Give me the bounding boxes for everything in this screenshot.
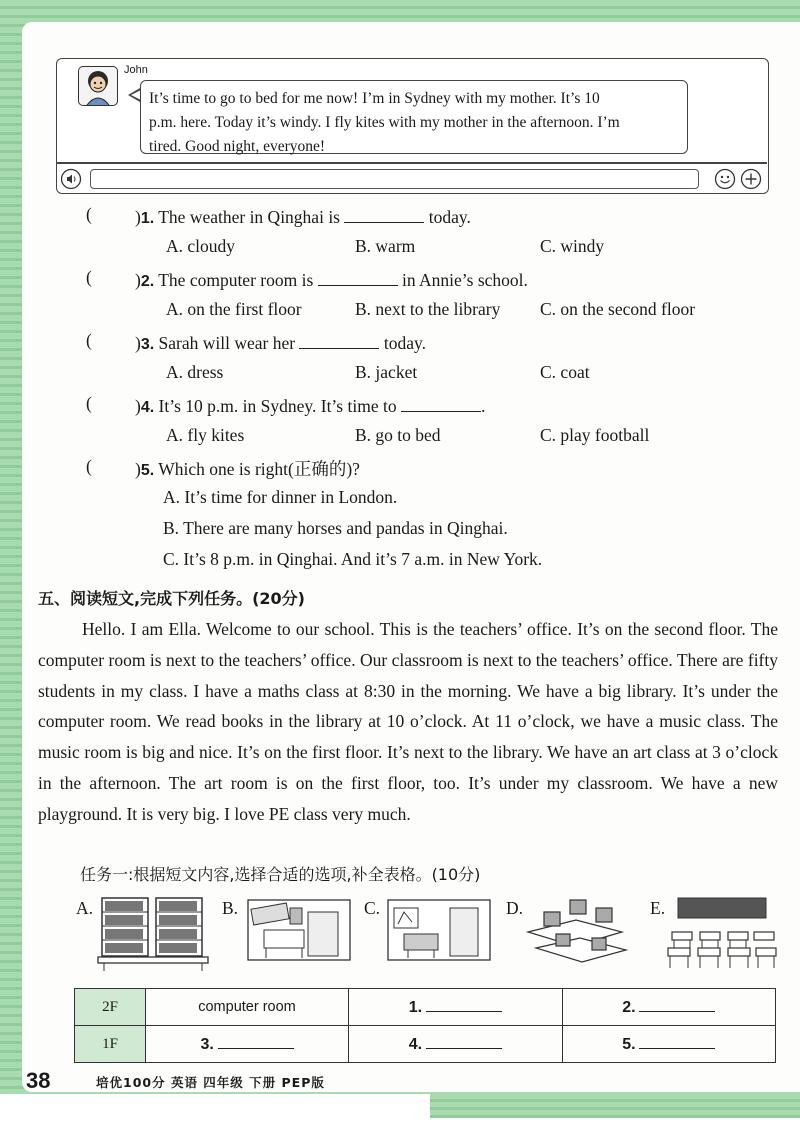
question-text: The computer room is <box>158 270 314 290</box>
answer-cell[interactable] <box>349 989 563 1026</box>
paren-open: ( <box>86 456 92 476</box>
message-line: It’s time to go to bed for me now! I’m in Sydney with my mother. It’s 10 <box>149 90 600 107</box>
option-b: B. There are many horses and pandas in Qinghai. <box>163 518 508 538</box>
avatar <box>78 66 118 106</box>
picture-label-a: A. <box>76 898 94 918</box>
option-c: C. It’s 8 p.m. in Qinghai. And it’s 7 a.m. in New York. <box>163 549 543 569</box>
option-a: A. dress <box>166 362 224 382</box>
question-text-end: today. <box>428 207 471 227</box>
voice-icon[interactable] <box>60 168 82 190</box>
question-1 <box>135 204 471 228</box>
question-text: Sarah will wear her <box>158 333 296 353</box>
question-number: 1. <box>140 210 155 227</box>
reading-passage <box>38 614 778 830</box>
question-3 <box>135 330 426 354</box>
question-2 <box>135 267 528 291</box>
answer-blank[interactable] <box>426 1034 502 1049</box>
page-number: 38 <box>26 1068 51 1093</box>
answer-cell[interactable] <box>562 989 776 1026</box>
answer-cell[interactable] <box>562 1026 776 1063</box>
floor-table <box>74 988 776 1063</box>
answer-paren[interactable] <box>86 393 92 414</box>
paren-open: ( <box>86 267 92 287</box>
library-picture-icon <box>96 895 210 971</box>
chat-divider <box>57 162 767 164</box>
option-a: A. It’s time for dinner in London. <box>163 487 398 507</box>
task-title: 任务一:根据短文内容,选择合适的选项,补全表格。(10分) <box>80 865 481 884</box>
question-4 <box>135 393 485 417</box>
option-c: C. coat <box>540 362 590 382</box>
music-room-picture-icon <box>384 896 494 966</box>
picture-label-d: D. <box>506 898 524 918</box>
option-a: A. cloudy <box>166 236 236 256</box>
question-text: The weather in Qinghai is <box>158 207 340 227</box>
answer-blank[interactable] <box>299 330 379 349</box>
boy-avatar-icon <box>79 67 117 105</box>
message-line: tired. Good night, everyone! <box>149 138 326 155</box>
blank-number: 2. <box>622 999 636 1016</box>
paren-open: ( <box>86 204 92 224</box>
book-title: 培优100分 英语 四年级 下册 PEP版 <box>96 1075 325 1090</box>
option-b: B. next to the library <box>355 299 501 319</box>
floor-cell: 1F <box>75 1026 146 1063</box>
answer-cell[interactable] <box>349 1026 563 1063</box>
answer-paren[interactable] <box>86 204 92 225</box>
table-row <box>75 1026 776 1063</box>
blank-number: 5. <box>622 1036 636 1053</box>
table-row <box>75 989 776 1026</box>
paren-close: ) <box>135 396 141 416</box>
question-number: 3. <box>140 336 155 353</box>
question-text: Which one is right(正确的)? <box>158 459 360 479</box>
paren-close: ) <box>135 207 141 227</box>
option-a: A. on the first floor <box>166 299 302 319</box>
option-c: C. on the second floor <box>540 299 696 319</box>
computer-room-picture-icon <box>526 892 636 968</box>
option-b: B. jacket <box>355 362 418 382</box>
question-text-end: today. <box>383 333 426 353</box>
answer-paren[interactable] <box>86 330 92 351</box>
option-c: C. windy <box>540 236 605 256</box>
question-text: It’s 10 p.m. in Sydney. It’s time to <box>158 396 397 416</box>
answer-blank[interactable] <box>344 204 424 223</box>
question-5 <box>135 456 360 481</box>
picture-label-e: E. <box>650 898 666 918</box>
picture-label-c: C. <box>364 898 381 918</box>
option-b: B. go to bed <box>355 425 441 445</box>
answer-blank[interactable] <box>639 997 715 1012</box>
paren-close: ) <box>135 459 141 479</box>
question-number: 5. <box>140 462 155 479</box>
blank-number: 1. <box>408 999 423 1016</box>
blank-number: 3. <box>200 1036 214 1053</box>
floor-cell: 2F <box>75 989 146 1026</box>
answer-cell[interactable] <box>146 1026 349 1063</box>
answer-blank[interactable] <box>218 1034 294 1049</box>
classroom-picture-icon <box>666 896 778 970</box>
question-number: 4. <box>140 399 155 416</box>
paren-open: ( <box>86 393 92 413</box>
chat-bubble <box>140 80 688 154</box>
sender-name: John <box>124 64 148 76</box>
question-number: 2. <box>140 273 155 290</box>
answer-blank[interactable] <box>318 267 398 286</box>
answer-blank[interactable] <box>639 1034 715 1049</box>
section-title: 五、阅读短文,完成下列任务。(20分) <box>38 589 305 608</box>
paren-open: ( <box>86 330 92 350</box>
emoji-icon[interactable] <box>714 168 736 190</box>
paren-close: ) <box>135 333 141 353</box>
passage-text: Hello. I am Ella. Welcome to our school. This is the teachers’ office. It’s on the second floor. The computer room is next to the teachers’ office. Our classroom is next to the teachers’ office. There are fifty students in my class. I have a maths class at 8:30 in the morning. We have a big library. It’s under the computer room. We read books in the library at 10 o’clock. At 11 o’clock, we have a music class. The music room is big and nice. It’s on the first floor. It’s next to the library. We have an art class at 3 o’clock in the afternoon. The art room is on the first floor, too. It’s under my classroom. We have a new playground. It is very big. I love PE class very much. <box>38 619 778 824</box>
room-cell: computer room <box>146 989 349 1026</box>
answer-blank[interactable] <box>401 393 481 412</box>
answer-paren[interactable] <box>86 267 92 288</box>
answer-blank[interactable] <box>426 997 502 1012</box>
plus-icon[interactable] <box>740 168 762 190</box>
question-text-end: . <box>480 396 486 416</box>
option-a: A. fly kites <box>166 425 245 445</box>
message-input[interactable] <box>90 169 699 189</box>
answer-paren[interactable] <box>86 456 92 477</box>
footer-stripes <box>430 1094 800 1118</box>
paren-close: ) <box>135 270 141 290</box>
picture-label-b: B. <box>222 898 239 918</box>
art-room-picture-icon <box>244 896 354 966</box>
option-b: B. warm <box>355 236 416 256</box>
message-line: p.m. here. Today it’s windy. I fly kites with my mother in the afternoon. I’m <box>149 114 620 131</box>
blank-number: 4. <box>408 1036 423 1053</box>
option-c: C. play football <box>540 425 650 445</box>
question-text-end: in Annie’s school. <box>402 270 528 290</box>
